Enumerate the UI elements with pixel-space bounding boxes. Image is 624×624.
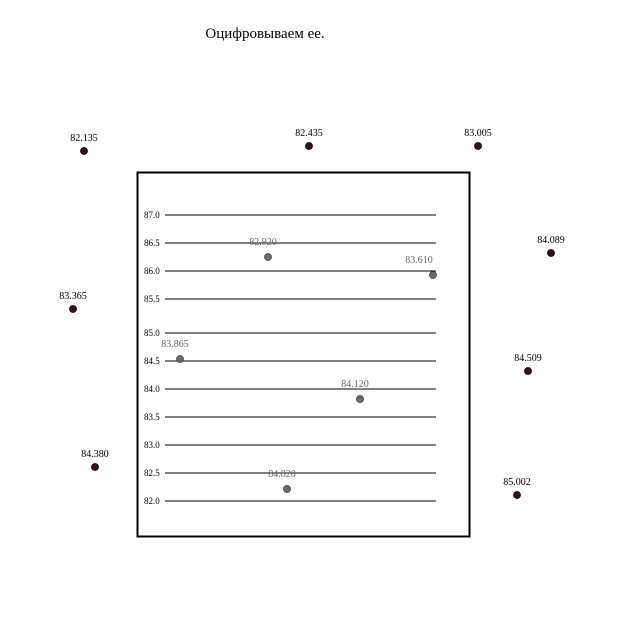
scale-tick-label: 83.5 xyxy=(144,412,160,422)
scale-tick-label: 82.0 xyxy=(144,496,160,506)
inner-point-marker xyxy=(356,395,363,402)
outer-point-label: 83.365 xyxy=(59,291,87,302)
inner-point-label: 83.865 xyxy=(161,339,189,350)
scale-tick-label: 84.0 xyxy=(144,384,160,394)
outer-point-label: 84.380 xyxy=(81,449,109,460)
scale-tick-label: 87.0 xyxy=(144,210,160,220)
outer-point-marker xyxy=(69,305,76,312)
inner-point-marker xyxy=(264,253,271,260)
inner-point-marker xyxy=(176,355,183,362)
inner-point-label: 82.920 xyxy=(249,237,277,248)
diagram-title: Оцифровываем ее. xyxy=(205,26,325,42)
inner-point-label: 83.610 xyxy=(405,255,433,266)
scale-tick-label: 86.0 xyxy=(144,266,160,276)
scale-tick-label: 85.0 xyxy=(144,328,160,338)
scale-tick-label: 86.5 xyxy=(144,238,160,248)
inner-point-marker xyxy=(429,271,436,278)
outer-point-label: 83.005 xyxy=(464,128,492,139)
scale-tick-label: 82.5 xyxy=(144,468,160,478)
outer-point-label: 84.089 xyxy=(537,235,565,246)
outer-point-marker xyxy=(91,463,98,470)
scale-tick-label: 84.5 xyxy=(144,356,160,366)
frame-rectangle xyxy=(138,173,470,537)
outer-point-marker xyxy=(513,491,520,498)
outer-point-label: 84.509 xyxy=(514,353,542,364)
outer-point-marker xyxy=(305,142,312,149)
inner-point-label: 84.120 xyxy=(341,379,369,390)
outer-point-marker xyxy=(547,249,554,256)
outer-point-label: 82.435 xyxy=(295,128,323,139)
inner-point-label: 84.820 xyxy=(268,469,296,480)
outer-point-label: 82.135 xyxy=(70,133,98,144)
outer-point-marker xyxy=(80,147,87,154)
outer-point-marker xyxy=(524,367,531,374)
outer-point-marker xyxy=(474,142,481,149)
outer-point-label: 85.002 xyxy=(503,477,531,488)
inner-point-marker xyxy=(283,485,290,492)
scale-tick-label: 85.5 xyxy=(144,294,160,304)
scale-tick-label: 83.0 xyxy=(144,440,160,450)
